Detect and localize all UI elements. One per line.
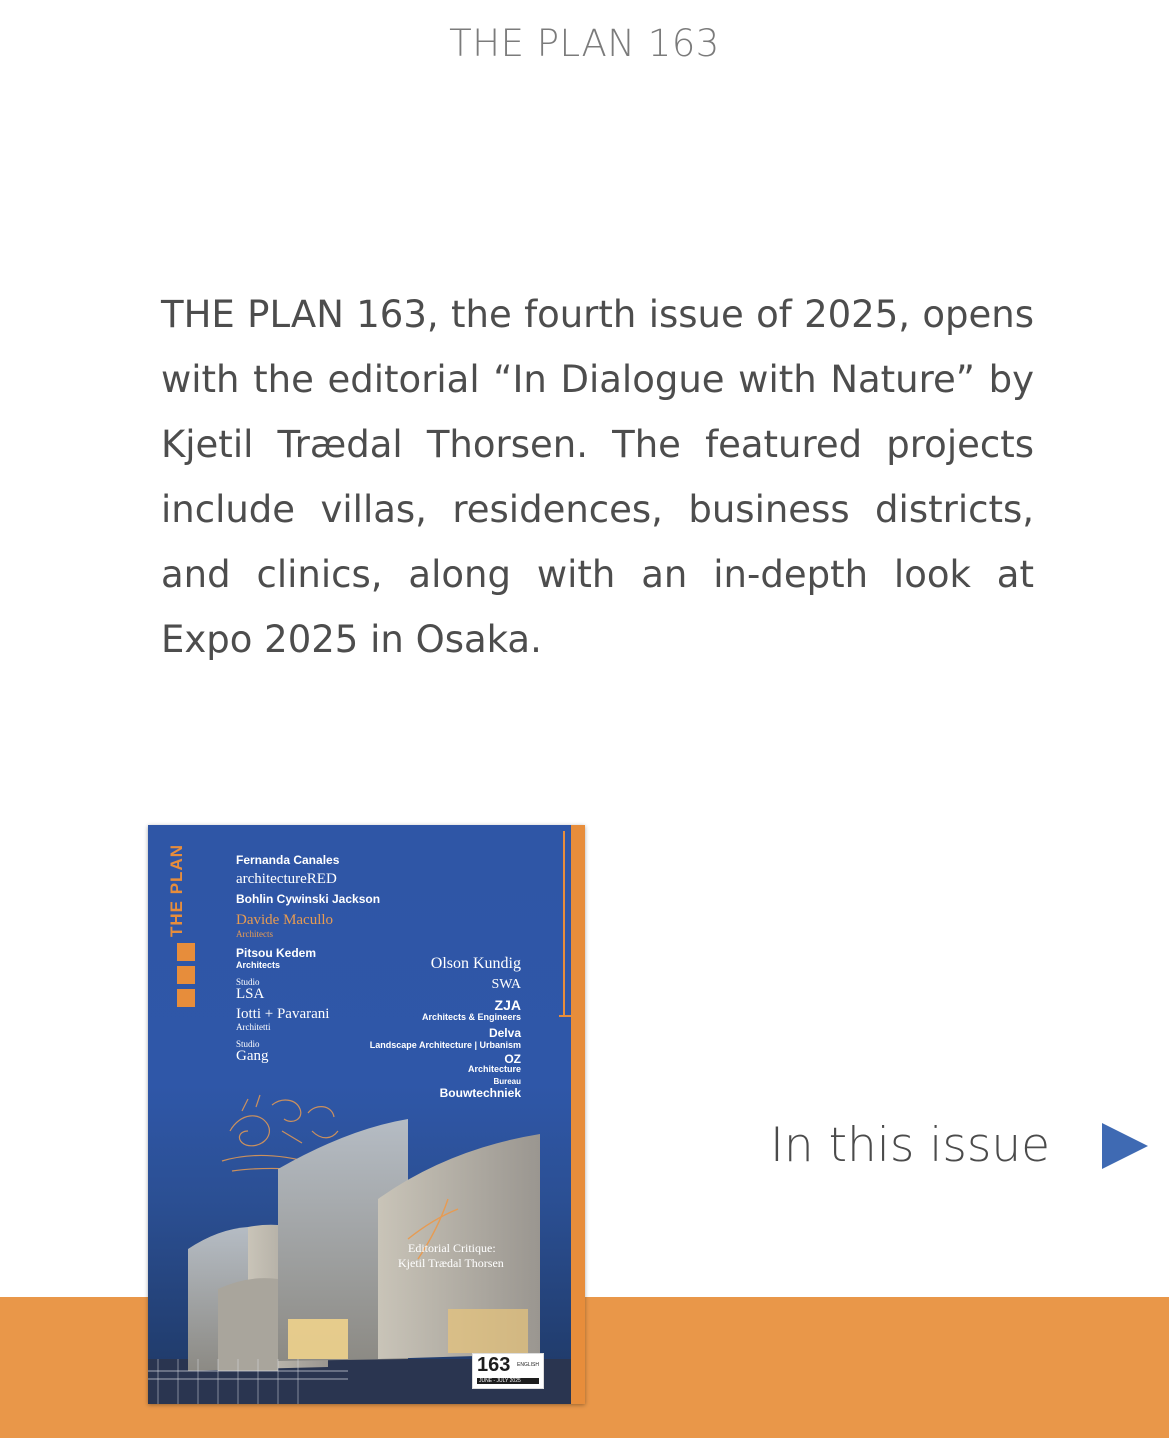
cover-right-sub: Architects & Engineers bbox=[421, 1012, 521, 1022]
intro-paragraph: THE PLAN 163, the fourth issue of 2025, opens with the editorial “In Dialogue with Nature” by Kjetil Trædal Thorsen. The featured projects include villas, residences, business districts, and clinics, along with an in-depth look at Expo 2025 in Osaka. bbox=[161, 293, 1034, 661]
cover-right-item: Olson Kundig bbox=[430, 955, 521, 972]
cover-spine-rule bbox=[559, 1015, 571, 1017]
cover-right-item: Bouwtechniek bbox=[439, 1086, 521, 1100]
play-arrow-icon[interactable] bbox=[1102, 1123, 1148, 1169]
issue-number: 163 bbox=[477, 1354, 511, 1376]
cover-brand-squares bbox=[177, 943, 195, 1012]
cover-editorial-line: Editorial Critique: bbox=[408, 1241, 496, 1255]
cover-left-pre: Studio bbox=[236, 1039, 260, 1049]
cover-left-item: Fernanda Canales bbox=[236, 853, 340, 867]
cover-left-pre: Studio bbox=[236, 977, 260, 987]
cover-right-item: SWA bbox=[491, 977, 521, 992]
in-this-issue-link[interactable] bbox=[770, 1118, 1148, 1173]
cover-brand-logo: THE PLAN bbox=[167, 844, 186, 937]
cover-left-item: Pitsou Kedem bbox=[236, 946, 317, 960]
cover-left-sub: Architects bbox=[236, 929, 273, 939]
cover-right-pre: Bureau bbox=[493, 1077, 521, 1086]
cover-right-item: ZJA bbox=[494, 997, 521, 1013]
cover-left-item: LSA bbox=[236, 986, 265, 1002]
issue-date: JUNE - JULY 2025 bbox=[479, 1378, 521, 1384]
issue-language: ENGLISH bbox=[517, 1362, 539, 1368]
cover-left-item: Iotti + Pavarani bbox=[236, 1006, 330, 1022]
cover-right-sub: Landscape Architecture | Urbanism bbox=[369, 1040, 521, 1050]
cover-editorial-author: Kjetil Trædal Thorsen bbox=[398, 1256, 504, 1270]
cover-left-item: Davide Macullo bbox=[236, 912, 334, 928]
cover-right-item: Delva bbox=[488, 1026, 521, 1040]
magazine-cover[interactable] bbox=[148, 825, 585, 1404]
page-title: THE PLAN 163 bbox=[449, 22, 720, 65]
cover-right-item: OZ bbox=[504, 1052, 521, 1066]
in-this-issue-label: In this issue bbox=[770, 1118, 1051, 1173]
cover-right-sub: Architecture bbox=[467, 1064, 521, 1074]
cover-left-item: architectureRED bbox=[236, 871, 337, 887]
cover-left-sub: Architects bbox=[236, 960, 281, 970]
issue-number-badge bbox=[472, 1353, 544, 1389]
cover-left-item: Bohlin Cywinski Jackson bbox=[236, 892, 381, 906]
cover-spine-strip bbox=[571, 825, 585, 1404]
cover-spine-line bbox=[563, 831, 565, 1016]
cover-left-sub: Architetti bbox=[236, 1022, 271, 1032]
cover-left-item: Gang bbox=[236, 1048, 269, 1064]
